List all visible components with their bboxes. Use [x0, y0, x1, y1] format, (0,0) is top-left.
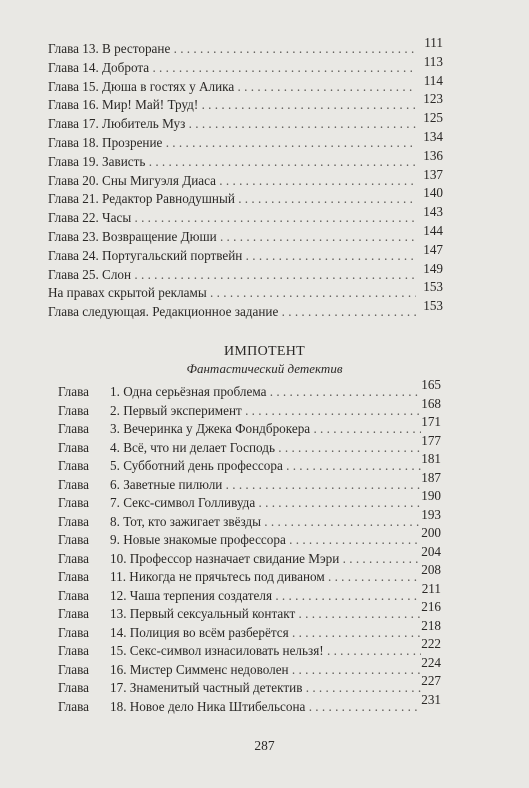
toc-entry-title	[48, 172, 416, 190]
toc-entry-chapter-word: Глава	[58, 495, 89, 510]
toc-entry-title-text: Глава 19. Зависть	[48, 153, 146, 169]
toc-entry-page: 111	[424, 35, 443, 50]
toc-entry-title-text: 12. Чаша терпения создателя	[110, 587, 273, 603]
toc-entry-chapter-word: Глава	[58, 402, 89, 418]
toc-entry-page: 123	[423, 91, 443, 107]
toc-entry-chapter-word: Глава	[58, 680, 89, 695]
toc-entry-title	[48, 228, 416, 246]
toc-entry-title-text: 6. Заветные пилюли	[110, 476, 223, 492]
toc-entry-title	[48, 134, 416, 152]
toc-entry-title-text: Глава 21. Редактор Равнодушный	[48, 191, 235, 207]
toc-entry-page: 113	[423, 53, 443, 69]
section-subtitle: Фантастический детектив	[186, 361, 343, 376]
toc-entry-title-text: Глава 20. Сны Мигуэля Диаса	[48, 172, 216, 188]
toc-entry-title	[58, 476, 421, 494]
toc-entry-chapter-word: Глава	[58, 384, 89, 399]
toc-entry-title	[58, 661, 421, 679]
toc-entry-page: 208	[421, 562, 441, 577]
toc-entry-title	[58, 531, 421, 549]
toc-entry-title	[58, 550, 421, 568]
toc-entry-title-text: 18. Новое дело Ника Штибельсона	[110, 698, 306, 714]
toc-entry-chapter-word: Глава	[58, 569, 89, 584]
toc-entry	[0, 525, 529, 550]
toc-entry-title	[58, 513, 421, 531]
toc-entry-title-text: Глава 17. Любитель Муз	[48, 116, 186, 132]
page-number: 287	[254, 738, 275, 753]
toc-entry-page: 231	[421, 691, 441, 707]
table-of-contents-part-1	[0, 35, 529, 322]
toc-entry-title-text: Глава следующая. Редакционное задание	[48, 304, 279, 320]
toc-entry-chapter-word: Глава	[58, 532, 89, 547]
toc-entry-title	[48, 78, 416, 96]
toc-entry-page: 143	[423, 204, 443, 220]
toc-entry-title	[58, 679, 421, 697]
toc-entry	[0, 35, 529, 59]
toc-entry-title-text: На правах скрытой рекламы	[48, 285, 207, 301]
toc-entry-title-text: 16. Мистер Симменс недоволен	[110, 661, 289, 677]
toc-entry-page: 181	[421, 451, 441, 466]
toc-entry	[0, 506, 529, 532]
toc-entry	[0, 599, 529, 624]
toc-entry-title-text: 10. Профессор назначает свидание Мэри	[110, 550, 340, 566]
toc-entry-chapter-word: Глава	[58, 606, 89, 621]
toc-entry-title	[48, 40, 416, 58]
toc-entry-chapter-word: Глава	[58, 550, 89, 566]
toc-entry-title-text: Глава 22. Часы	[48, 210, 132, 226]
toc-entry-title	[58, 457, 421, 475]
toc-entry-chapter-word: Глава	[58, 476, 89, 492]
toc-entry-title	[58, 568, 421, 586]
toc-entry-page: 171	[421, 414, 441, 429]
toc-entry-title-text: 14. Полиция во всём разберётся	[110, 624, 289, 640]
toc-entry-title-text: 11. Никогда не прячьтесь под диваном	[110, 569, 325, 584]
toc-entry	[0, 654, 529, 680]
toc-entry	[0, 110, 529, 134]
toc-entry	[0, 488, 529, 513]
toc-entry-page: 114	[423, 72, 443, 88]
toc-entry-page: 137	[423, 166, 443, 182]
toc-entry-title-text: 2. Первый эксперимент	[110, 402, 242, 418]
toc-entry-chapter-word: Глава	[58, 439, 89, 455]
toc-entry-chapter-word: Глава	[58, 624, 89, 640]
toc-entry	[0, 241, 529, 266]
toc-entry-title-text: Глава 25. Слон	[48, 266, 132, 282]
toc-entry-title-text: 9. Новые знакомые профессора	[110, 532, 286, 547]
toc-entry	[0, 91, 529, 115]
toc-entry-title-text: 7. Секс-символ Голливуда	[110, 495, 256, 510]
toc-entry	[0, 395, 529, 421]
toc-entry-page: 134	[423, 128, 443, 144]
toc-entry-title	[48, 115, 416, 133]
section-title: ИМПОТЕНТ	[224, 344, 305, 359]
toc-entry-page: 216	[421, 599, 441, 614]
toc-entry-title	[58, 420, 421, 438]
toc-entry	[0, 72, 529, 97]
toc-entry-page: 211	[421, 580, 441, 596]
toc-entry-page: 224	[421, 654, 441, 670]
toc-entry	[0, 673, 529, 698]
toc-entry-page: 218	[421, 617, 441, 633]
toc-entry-title-text: Глава 13. В ресторане	[48, 41, 171, 56]
toc-entry-page: 125	[423, 110, 443, 126]
toc-entry-title	[48, 209, 416, 227]
toc-entry-page: 177	[421, 432, 441, 448]
toc-entry-page: 227	[421, 673, 441, 688]
toc-entry-title	[58, 624, 421, 642]
toc-entry-title-text: Глава 15. Дюша в гостях у Алика	[48, 78, 235, 94]
toc-entry	[0, 691, 529, 717]
toc-entry-title	[58, 605, 421, 623]
toc-entry-title-text: 3. Вечеринка у Джека Фондброкера	[110, 421, 311, 436]
toc-entry-title-text: Глава 16. Мир! Май! Труд!	[48, 97, 199, 113]
toc-entry	[0, 260, 529, 285]
toc-entry-page: 204	[421, 543, 441, 559]
toc-entry	[0, 53, 529, 78]
toc-entry-page: 165	[421, 377, 441, 392]
toc-entry-page: 140	[423, 185, 443, 201]
toc-entry	[0, 147, 529, 172]
toc-entry	[0, 580, 529, 606]
toc-entry-page: 190	[421, 488, 441, 503]
toc-entry	[0, 204, 529, 228]
toc-entry	[0, 128, 529, 153]
toc-entry	[0, 166, 529, 191]
toc-entry-title-text: Глава 24. Португальский портвейн	[48, 247, 243, 263]
toc-entry	[0, 636, 529, 661]
toc-entry-chapter-word: Глава	[58, 661, 89, 677]
toc-entry	[0, 543, 529, 569]
toc-entry-page: 193	[421, 506, 441, 522]
toc-entry-page: 153	[423, 298, 443, 314]
toc-entry-chapter-word: Глава	[58, 421, 89, 436]
toc-entry-page: 222	[421, 636, 441, 651]
toc-entry-title	[48, 190, 416, 208]
toc-entry-chapter-word: Глава	[58, 458, 89, 473]
toc-entry-chapter-word: Глава	[58, 698, 89, 714]
toc-entry	[0, 279, 529, 303]
toc-entry-chapter-word: Глава	[58, 587, 89, 603]
toc-entry-title	[58, 642, 421, 660]
toc-entry-title-text: 4. Всё, что ни делает Господь	[110, 439, 275, 455]
toc-entry-title	[58, 383, 421, 401]
toc-entry-page: 200	[421, 525, 441, 540]
toc-entry-title-text: 5. Субботний день профессора	[110, 458, 283, 473]
toc-entry	[0, 414, 529, 439]
toc-entry-page: 153	[423, 279, 443, 295]
toc-entry	[0, 432, 529, 458]
toc-entry-title-text: 17. Знаменитый частный детектив	[110, 680, 303, 695]
toc-entry	[0, 617, 529, 643]
toc-entry-title	[58, 698, 421, 716]
toc-entry-page: 168	[421, 395, 441, 411]
toc-entry-title-text: 13. Первый сексуальный контакт	[110, 606, 296, 621]
toc-entry-page: 147	[423, 241, 443, 257]
toc-entry	[0, 451, 529, 476]
toc-entry-page: 187	[421, 469, 441, 485]
toc-entry-page: 136	[423, 147, 443, 163]
toc-entry-title	[48, 303, 416, 321]
toc-entry-title	[48, 247, 416, 265]
toc-entry-page: 149	[423, 260, 443, 276]
toc-entry	[0, 185, 529, 209]
toc-entry-title-text: Глава 18. Прозрение	[48, 134, 163, 150]
toc-entry-title	[48, 266, 416, 284]
toc-entry-title	[58, 439, 421, 457]
toc-entry-chapter-word: Глава	[58, 513, 89, 529]
toc-entry	[0, 469, 529, 495]
toc-entry-title	[58, 494, 421, 512]
toc-entry-title-text: Глава 23. Возвращение Дюши	[48, 228, 217, 244]
toc-entry-title	[58, 587, 421, 605]
toc-entry	[0, 222, 529, 247]
toc-entry-title	[48, 153, 416, 171]
toc-entry	[0, 377, 529, 402]
toc-entry-title-text: 8. Тот, кто зажигает звёзды	[110, 513, 261, 529]
toc-entry-title-text: 1. Одна серьёзная проблема	[110, 384, 267, 399]
toc-entry-title	[58, 402, 421, 420]
table-of-contents-part-2	[0, 377, 529, 716]
toc-entry-title	[48, 96, 416, 114]
toc-entry	[0, 562, 529, 587]
toc-entry-title-text: Глава 14. Доброта	[48, 59, 150, 75]
toc-entry-title-text: 15. Секс-символ изнасиловать нельзя!	[110, 643, 324, 658]
toc-entry-title	[48, 59, 416, 77]
toc-entry	[0, 298, 529, 322]
toc-entry-chapter-word: Глава	[58, 643, 89, 658]
toc-entry-page: 144	[423, 222, 443, 238]
toc-entry-title	[48, 284, 416, 302]
